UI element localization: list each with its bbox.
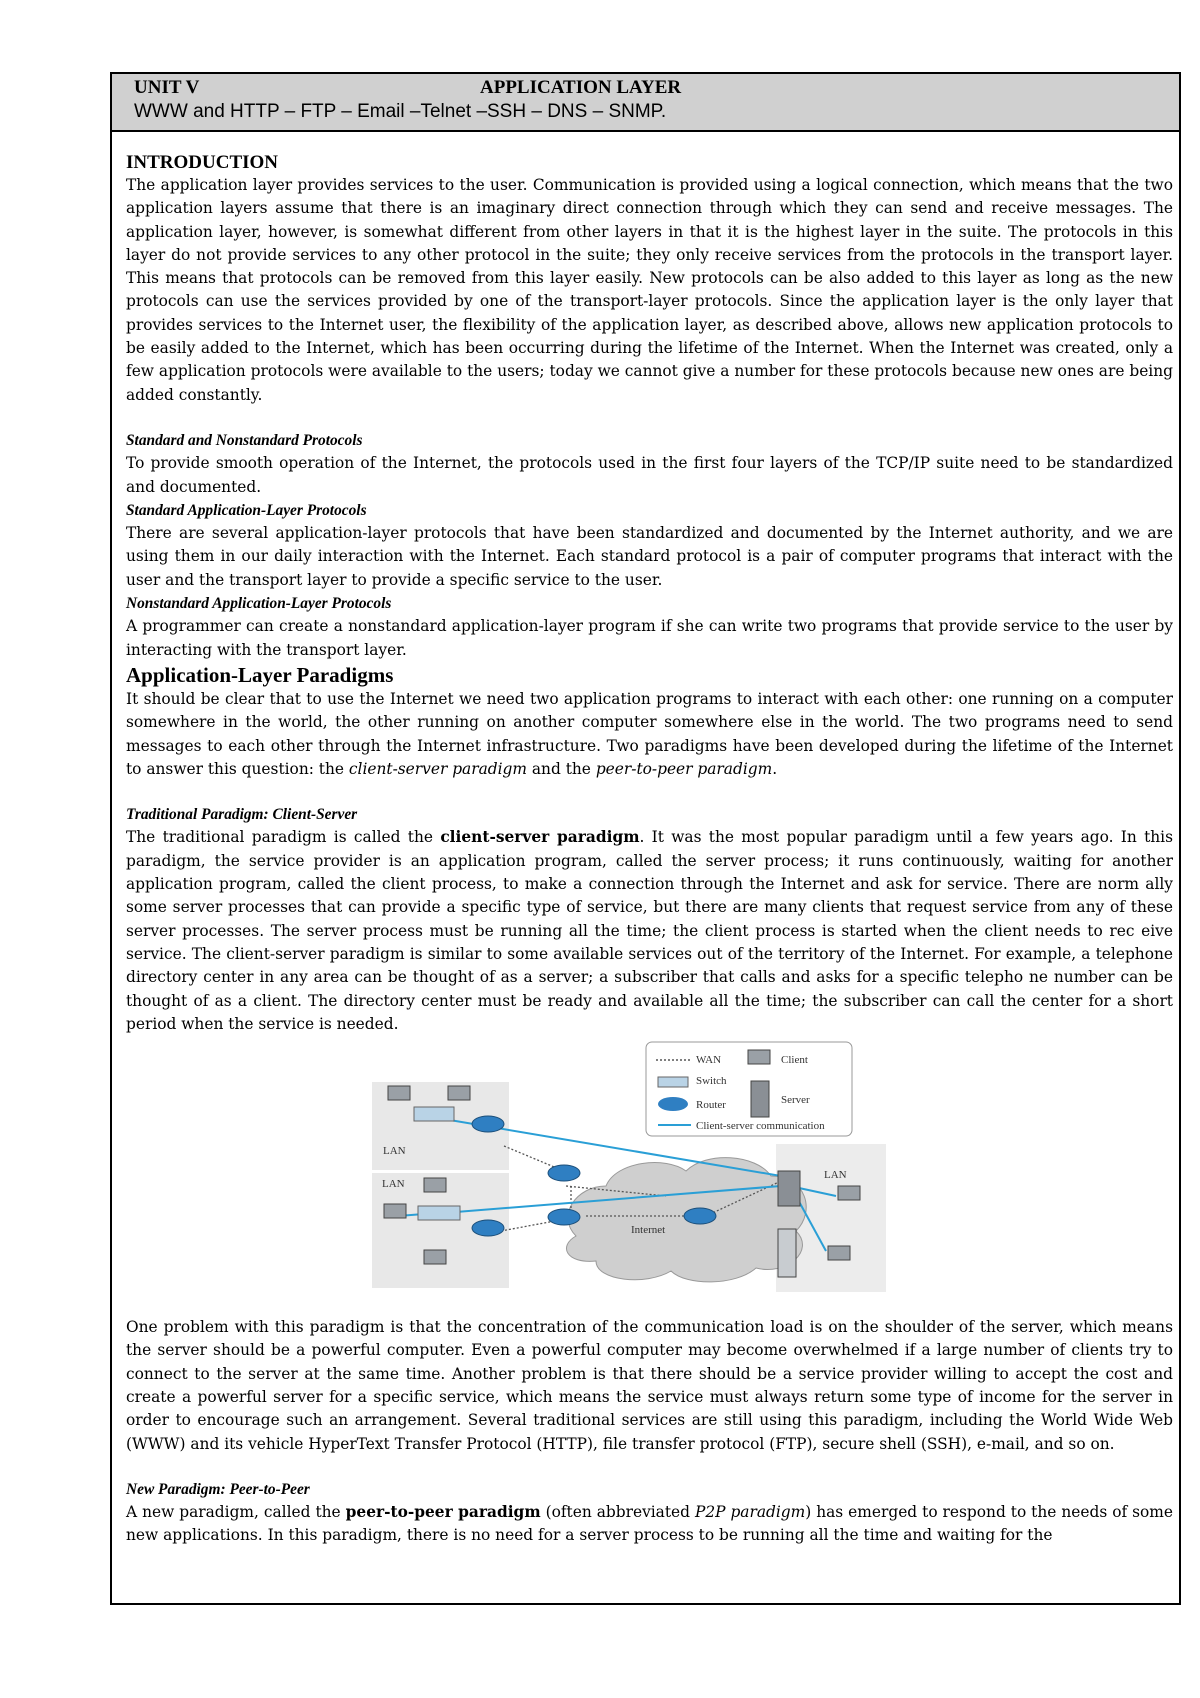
switch-icon	[414, 1107, 454, 1121]
client-server-problems-paragraph: One problem with this paradigm is that the concentration of the communication load is on the shoulder of the server, which means the server should be a powerful computer. Even a powerful computer may become overwhelmed if a large number of clients try to connect to the server at the same time. Another problem is that there should be a service provider willing to accept the cost and create a powerful server for a specific service, which means the service must always return some type of income for the server in order to encourage such an arrangement. Several traditional services are still using this paradigm, including the World Wide Web (WWW) and its vehicle HyperText Transfer Protocol (HTTP), file transfer protocol (FTP), secure shell (SSH), e-mail, and so on.	[126, 1318, 1173, 1453]
paradigms-heading: Application-Layer Paradigms	[126, 662, 394, 687]
client-server-paragraph: The traditional paradigm is called the client-server paradigm. It was the most popular paradigm until a few years ago. In this paradigm, the service provider is an application program, called the server process; it runs continuously, waiting for another application program, called the client process, to make a connection through the Internet and ask for service. There are norm ally some server processes that can provide a specific type of service, but there are many clients that request service from any of these server processes. The server process must be running all the time; the client process is started when the client needs to rec eive service. The client-server paradigm is similar to some available services out of the territory of the Internet. For example, a telephone directory center in any area can be thought of as a server; a subscriber that calls and asks for a specific telepho ne number can be thought of as a client. The directory center must be ready and available all the time; the subscriber can call the center for a short period when the service is needed.	[126, 828, 1173, 1033]
unit-title: APPLICATION LAYER	[480, 77, 682, 98]
nonstd-heading: Nonstandard Application-Layer Protocols	[126, 595, 392, 613]
switch-icon	[418, 1206, 460, 1220]
document-page	[110, 72, 1181, 1605]
legend-switch: Switch	[696, 1075, 727, 1088]
legend-cs: Client-server communication	[696, 1120, 825, 1133]
unit-label: UNIT V	[134, 77, 200, 98]
client-icon	[384, 1204, 406, 1218]
std-nonstd-heading: Standard and Nonstandard Protocols	[126, 431, 363, 449]
client-icon	[448, 1086, 470, 1100]
legend-client: Client	[781, 1054, 808, 1067]
lan-right-label: LAN	[824, 1169, 847, 1182]
lan-top-label: LAN	[383, 1145, 406, 1158]
client-icon	[424, 1250, 446, 1264]
legend-router-swatch	[658, 1097, 688, 1111]
client-server-heading: Traditional Paradigm: Client-Server	[126, 806, 358, 824]
legend-server: Server	[781, 1094, 810, 1107]
client-icon	[838, 1186, 860, 1200]
client-icon	[424, 1178, 446, 1192]
lan-mid-label: LAN	[382, 1178, 405, 1191]
legend-server-swatch	[751, 1081, 769, 1117]
server-icon	[778, 1171, 800, 1206]
std-nonstd-paragraph: To provide smooth operation of the Internet, the protocols used in the first four layers of the TCP/IP suite need to be standardized and documented.	[126, 454, 1173, 496]
router-icon	[548, 1209, 580, 1225]
intro-heading: INTRODUCTION	[126, 152, 279, 173]
router-icon	[472, 1220, 504, 1236]
legend-client-swatch	[748, 1050, 770, 1064]
nonstd-paragraph: A programmer can create a nonstandard application-layer program if she can write two programs that provide service to the user by interacting with the transport layer.	[126, 617, 1173, 659]
legend-wan: WAN	[696, 1054, 722, 1067]
legend-router: Router	[696, 1099, 726, 1112]
router-icon	[472, 1116, 504, 1132]
p2p-paragraph: A new paradigm, called the peer-to-peer paradigm (often abbreviated P2P paradigm) has emerged to respond to the needs of some new applications. In this paradigm, there is no need for a server process to be running all the time and waiting for the	[126, 1503, 1174, 1545]
unit-topics: WWW and HTTP – FTP – Email –Telnet –SSH – DNS – SNMP.	[134, 101, 667, 122]
legend-switch-swatch	[658, 1077, 688, 1087]
client-icon	[828, 1246, 850, 1260]
std-heading: Standard Application-Layer Protocols	[126, 501, 367, 519]
router-icon	[548, 1165, 580, 1181]
p2p-heading: New Paradigm: Peer-to-Peer	[126, 1480, 310, 1498]
paradigms-paragraph: It should be clear that to use the Internet we need two application programs to interact with each other: one running on a computer somewhere in the world, the other running on another computer somewhere else in the world. The two programs need to send messages to each other through the Internet infrastructure. Two paradigms have been developed during the lifetime of the Internet to answer this question: the client-server paradigm and the peer-to-peer paradigm.	[126, 689, 1173, 778]
intro-paragraph: The application layer provides services to the user. Communication is provided using a logical connection, which means that the two application layers assume that there is an imaginary direct connection through which they can send and receive messages. The application layer, however, is somewhat different from other layers in that it is the highest layer in the suite. The protocols in this layer do not provide services to any other protocol in the suite; they only receive services from the protocols in the transport layer. This means that protocols can be removed from this layer easily. New protocols can be also added to this layer as long as the new protocols can use the services provided by one of the transport-layer protocols. Since the application layer is the only layer that provides services to the Internet user, the flexibility of the application layer, as described above, allows new application protocols to be easily added to the Internet, which has been occurring during the lifetime of the Internet. When the Internet was created, only a few application protocols were available to the users; today we cannot give a number for these protocols because new ones are being added constantly.	[126, 176, 1173, 404]
client-server-figure	[126, 1036, 1197, 1316]
document-body	[126, 152, 1173, 1548]
server-icon	[778, 1229, 796, 1277]
client-icon	[388, 1086, 410, 1100]
internet-label: Internet	[631, 1224, 666, 1237]
std-paragraph: There are several application-layer protocols that have been standardized and documented by the Internet authority, and we are using them in our daily interaction with the Internet. Each standard protocol is a pair of computer programs that interact with the user and the transport layer to provide a specific service to the user.	[126, 524, 1173, 589]
router-icon	[684, 1208, 716, 1224]
unit-header	[112, 74, 1179, 132]
